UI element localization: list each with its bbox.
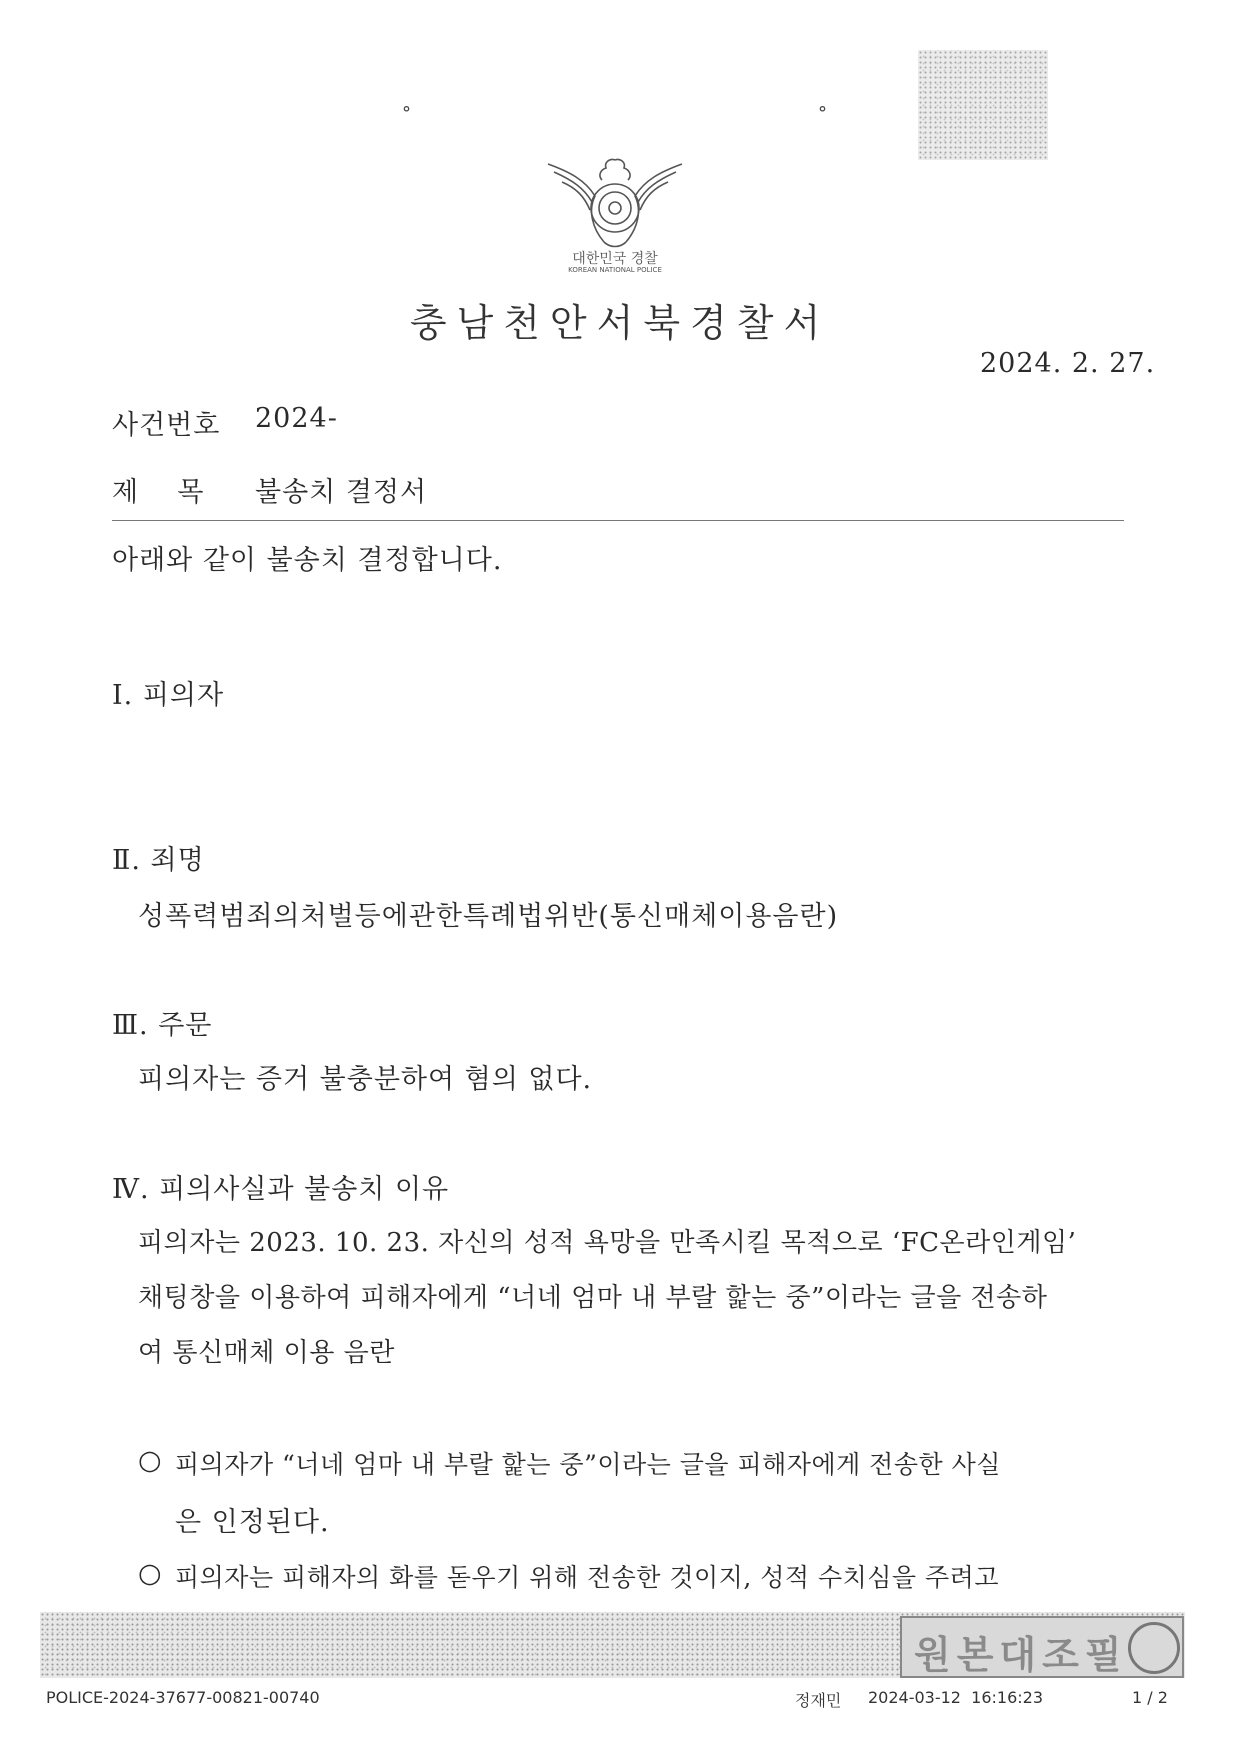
case-number-value: 2024- [255, 403, 338, 434]
section-heading-order: Ⅲ. 주문 [112, 1010, 213, 1041]
station-title: 충남천안서북경찰서 [409, 301, 831, 345]
intro-text: 아래와 같이 불송치 결정합니다. [112, 545, 503, 576]
police-emblem [540, 150, 690, 280]
punch-dot-left: ° [402, 103, 411, 124]
reason-line-1: 피의자는 2023. 10. 23. 자신의 성적 욕망을 만족시킬 목적으로 ‘FC온라인게임’ [138, 1228, 1077, 1258]
footer-printed-by: 정재민 [795, 1691, 842, 1710]
footer-doc-id: POLICE-2024-37677-00821-00740 [46, 1688, 320, 1707]
reason-line-3: 여 통신매체 이용 음란 [138, 1338, 395, 1368]
case-title-label: 제 목 [112, 477, 205, 508]
stamp-text: 원본대조필 [914, 1633, 1128, 1677]
section-heading-reason: Ⅳ. 피의사실과 불송치 이유 [112, 1174, 450, 1205]
section-heading-charge: Ⅱ. 죄명 [112, 845, 205, 876]
bullet-2-line-1: 피의자는 피해자의 화를 돋우기 위해 전송한 것이지, 성적 수치심을 주려고 [175, 1563, 999, 1592]
header-divider [112, 520, 1124, 521]
reason-line-2: 채팅창을 이용하여 피해자에게 “너네 엄마 내 부랄 핥는 중”이라는 글을 전송하 [138, 1283, 1048, 1313]
case-title-value: 불송치 결정서 [255, 477, 428, 508]
bullet-1-line-1: 피의자가 “너네 엄마 내 부랄 핥는 중”이라는 글을 피해자에게 전송한 사실 [175, 1450, 1001, 1479]
emblem-label-ko: 대한민국 경찰 [572, 251, 658, 267]
eagle-emblem-icon [540, 150, 690, 250]
verification-stamp [900, 1616, 1184, 1678]
punch-dot-right: ° [818, 103, 827, 124]
stamp-seal-circle [1128, 1622, 1180, 1674]
case-number-label: 사건번호 [112, 410, 221, 441]
order-text: 피의자는 증거 불충분하여 혐의 없다. [138, 1064, 593, 1095]
bullet-1-line-2: 은 인정된다. [175, 1507, 330, 1538]
footer-page-number: 1 / 2 [1132, 1688, 1168, 1707]
bullet-symbol: ○ [138, 1445, 163, 1476]
document-date: 2024. 2. 27. [980, 348, 1156, 379]
emblem-label-en: KOREAN NATIONAL POLICE [568, 266, 662, 274]
footer-printed-at: 2024-03-12 16:16:23 [868, 1688, 1044, 1707]
section-heading-suspect: Ⅰ. 피의자 [112, 680, 225, 711]
charge-text: 성폭력범죄의처벌등에관한특례법위반(통신매체이용음란) [138, 901, 839, 932]
bullet-symbol: ○ [138, 1558, 163, 1589]
scan-noise-top [918, 50, 1048, 160]
